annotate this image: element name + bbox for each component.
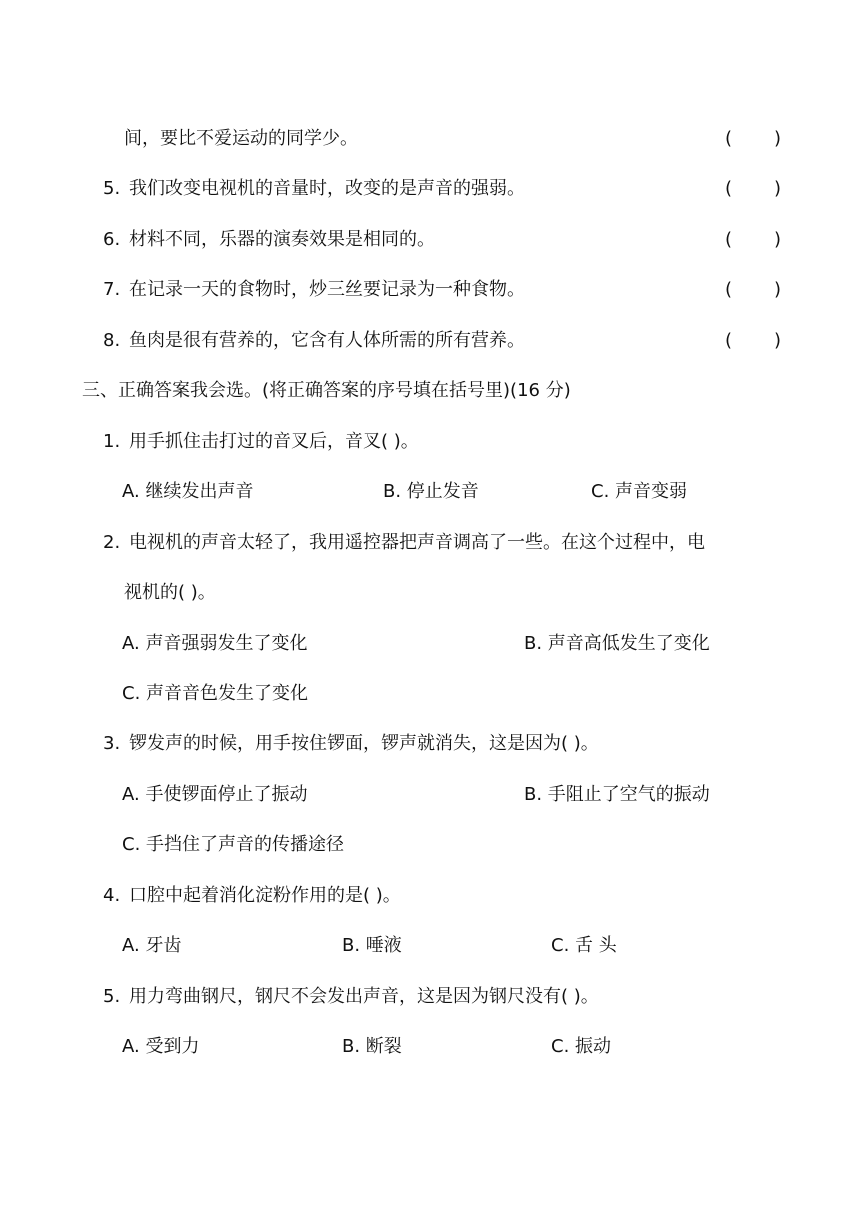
- question-number: 4.: [103, 885, 121, 906]
- option-c[interactable]: C. 振动: [551, 1036, 612, 1057]
- question-5-options: [0, 1032, 860, 1062]
- question-text: 用力弯曲钢尺，钢尺不会发出声音，这是因为钢尺没有( )。: [129, 986, 599, 1007]
- question-3-options-row2: [0, 830, 860, 860]
- option-b[interactable]: B. 断裂: [342, 1036, 402, 1057]
- question-3-options-row1: [0, 780, 860, 810]
- question-1-options: [0, 477, 860, 507]
- option-b[interactable]: B. 停止发音: [383, 481, 479, 502]
- question-2: [0, 528, 860, 558]
- option-a[interactable]: A. 牙齿: [122, 935, 182, 956]
- option-c[interactable]: C. 手挡住了声音的传播途径: [122, 834, 345, 855]
- option-a[interactable]: A. 手使锣面停止了振动: [122, 784, 308, 805]
- question-number: 5.: [103, 986, 121, 1007]
- question-text: 电视机的声音太轻了，我用遥控器把声音调高了一些。在这个过程中，电: [129, 532, 705, 553]
- question-text: 口腔中起着消化淀粉作用的是( )。: [129, 885, 401, 906]
- question-4: [0, 881, 860, 911]
- section-heading: [0, 376, 860, 406]
- item-text: 材料不同，乐器的演奏效果是相同的。: [129, 229, 435, 250]
- question-5: [0, 982, 860, 1012]
- option-c[interactable]: C. 舌 头: [551, 935, 617, 956]
- question-3: [0, 729, 860, 759]
- judge-item-cont: 间，要比不爱运动的同学少。 ( ): [0, 124, 860, 154]
- question-number: 3.: [103, 733, 121, 754]
- question-number: 1.: [103, 431, 121, 452]
- option-b[interactable]: B. 手阻止了空气的振动: [524, 784, 710, 805]
- item-text: 鱼肉是很有营养的，它含有人体所需的所有营养。: [129, 330, 525, 351]
- judge-item-cont-text: 间，要比不爱运动的同学少。: [124, 128, 358, 149]
- judge-item-6: 6. 材料不同，乐器的演奏效果是相同的。 ( ): [0, 225, 860, 255]
- section-heading-text: 三、正确答案我会选。(将正确答案的序号填在括号里)(16 分): [82, 380, 571, 401]
- option-c[interactable]: C. 声音变弱: [591, 481, 688, 502]
- item-number: 8.: [103, 330, 121, 351]
- item-number: 6.: [103, 229, 121, 250]
- option-a[interactable]: A. 声音强弱发生了变化: [122, 633, 308, 654]
- question-text: 用手抓住击打过的音叉后，音叉( )。: [129, 431, 419, 452]
- item-text: 在记录一天的食物时，炒三丝要记录为一种食物。: [129, 279, 525, 300]
- question-text: 锣发声的时候，用手按住锣面，锣声就消失，这是因为( )。: [129, 733, 599, 754]
- question-number: 2.: [103, 532, 121, 553]
- option-a[interactable]: A. 继续发出声音: [122, 481, 254, 502]
- item-number: 7.: [103, 279, 121, 300]
- option-b[interactable]: B. 唾液: [342, 935, 402, 956]
- question-2-cont: [0, 578, 860, 608]
- judge-item-5: 5. 我们改变电视机的音量时，改变的是声音的强弱。 ( ): [0, 174, 860, 204]
- option-a[interactable]: A. 受到力: [122, 1036, 200, 1057]
- question-2-options-row2: [0, 679, 860, 709]
- option-b[interactable]: B. 声音高低发生了变化: [524, 633, 710, 654]
- question-2-options-row1: [0, 629, 860, 659]
- item-number: 5.: [103, 178, 121, 199]
- judge-item-8: 8. 鱼肉是很有营养的，它含有人体所需的所有营养。 ( ): [0, 326, 860, 356]
- question-4-options: [0, 931, 860, 961]
- option-c[interactable]: C. 声音音色发生了变化: [122, 683, 309, 704]
- question-text-cont: 视机的( )。: [124, 582, 216, 603]
- judge-item-7: 7. 在记录一天的食物时，炒三丝要记录为一种食物。 ( ): [0, 275, 860, 305]
- item-text: 我们改变电视机的音量时，改变的是声音的强弱。: [129, 178, 525, 199]
- question-1: [0, 427, 860, 457]
